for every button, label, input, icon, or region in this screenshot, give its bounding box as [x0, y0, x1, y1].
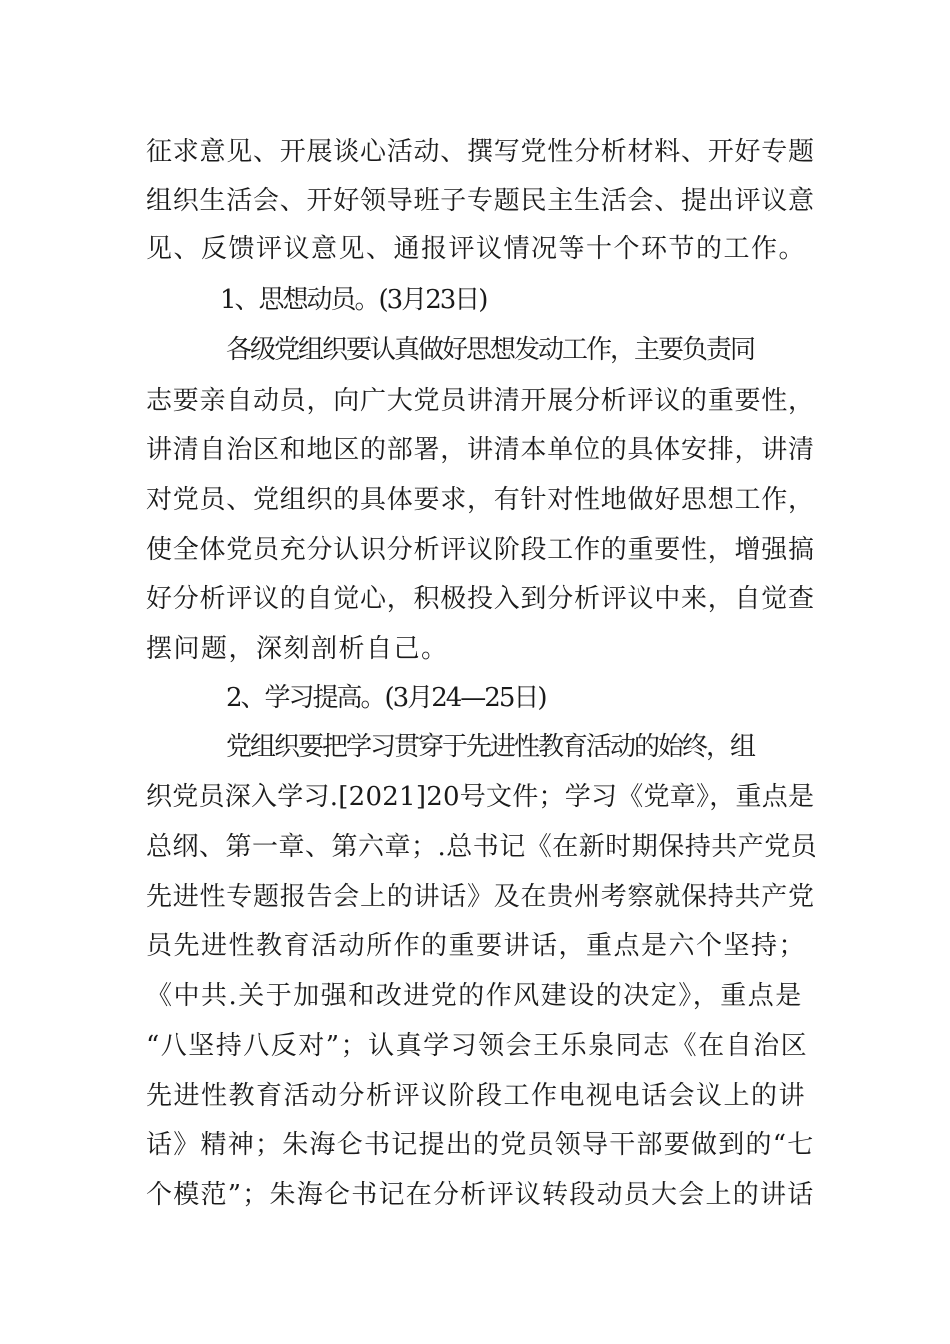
paragraph-line: 讲清自治区和地区的部署，讲清本单位的具体安排，讲清 — [146, 435, 815, 465]
paragraph-line: 使全体党员充分认识分析评议阶段工作的重要性，增强搞 — [146, 535, 815, 565]
paragraph-line: 志要亲自动员，向广大党员讲清开展分析评议的重要性， — [146, 386, 815, 416]
paragraph-line: 员先进性教育活动所作的重要讲话，重点是六个坚持； — [146, 931, 807, 961]
paragraph-line: 先进性教育活动分析评议阶段工作电视电话会议上的讲 — [146, 1081, 807, 1111]
paragraph-line: 先进性专题报告会上的讲话》及在贵州考察就保持共产党 — [146, 882, 815, 912]
paragraph-line: 个模范”；朱海仑书记在分析评议转段动员大会上的讲话 — [146, 1180, 815, 1210]
paragraph-line: 见、反馈评议意见、通报评议情况等十个环节的工作。 — [146, 234, 807, 264]
paragraph-line: 征求意见、开展谈心活动、撰写党性分析材料、开好专题 — [146, 137, 815, 167]
paragraph-line: “八坚持八反对”；认真学习领会王乐泉同志《在自治区 — [146, 1031, 809, 1061]
paragraph-line: 织党员深入学习.[2021]20号文件；学习《党章》，重点是 — [146, 782, 815, 812]
paragraph-line: 《中共.关于加强和改进党的作风建设的决定》，重点是 — [146, 981, 803, 1011]
section-heading: 2、学习提高。(3月24—25日) — [226, 683, 546, 713]
paragraph-line: 组织生活会、开好领导班子专题民主生活会、提出评议意 — [146, 186, 815, 216]
section-heading: 1、思想动员。(3月23日) — [220, 285, 487, 315]
paragraph-line: 好分析评议的自觉心，积极投入到分析评议中来，自觉查 — [146, 584, 815, 614]
paragraph-line: 话》精神；朱海仑书记提出的党员领导干部要做到的“七 — [146, 1130, 815, 1160]
paragraph-line: 摆问题，深刻剖析自己。 — [146, 634, 449, 664]
paragraph-line: 对党员、党组织的具体要求，有针对性地做好思想工作， — [146, 485, 815, 515]
paragraph-line: 总纲、第一章、第六章；.总书记《在新时期保持共产党员 — [146, 832, 818, 862]
paragraph-line: 党组织要把学习贯穿于先进性教育活动的始终，组 — [226, 732, 755, 762]
paragraph-line: 各级党组织要认真做好思想发动工作，主要负责同 — [226, 335, 755, 365]
